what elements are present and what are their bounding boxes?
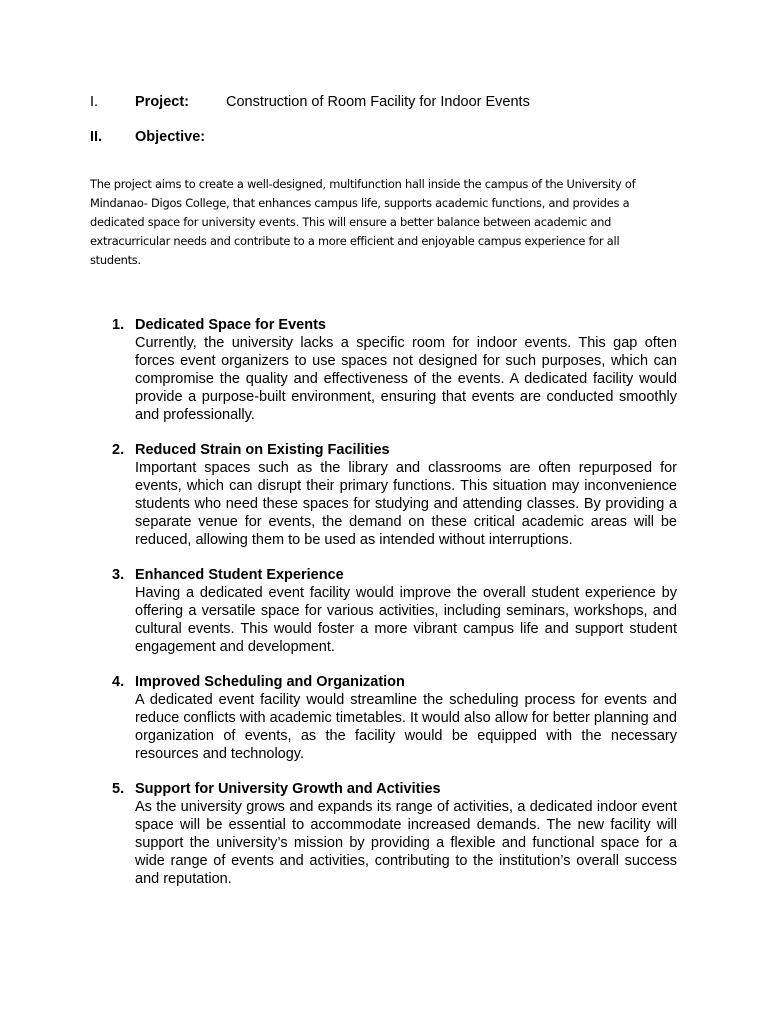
objective-body: As the university grows and expands its range of activities, a dedicated indoor event space will be essential to accommodate increased demands. The new facility will support the university’s mission by providing a flexible and functional space for a wide range of events and activities, contributing to the institution’s overall success and reputation. [135,799,677,887]
intro-paragraph: The project aims to create a well-designed, multifunction hall inside the campus of the University of Mindanao- Digos College, that enhances campus life, supports academic functions, and provides a dedicated space for university events. This will ensure a better balance between academic and extracurricular needs and contribute to a more efficient and enjoyable campus experience for all students. [90,177,636,267]
objective-title: Reduced Strain on Existing Facilities [135,442,390,458]
objective-item [0,316,768,424]
objective-item [0,441,768,549]
objective-body: Having a dedicated event facility would improve the overall student experience by offering a versatile space for various activities, including seminars, workshops, and cultural events. This would foster a more vibrant campus life and support student engagement and development. [135,585,677,655]
objective-number: 5. [112,781,125,797]
project-title: Construction of Room Facility for Indoor Events [226,94,530,110]
objective-item [0,673,768,763]
objective-title: Enhanced Student Experience [135,567,344,583]
objective-body: A dedicated event facility would streamline the scheduling process for events and reduce conflicts with academic timetables. It would also allow for better planning and organization of events, as the facility would be equipped with the necessary resources and technology. [135,692,677,762]
objective-label: Objective: [135,129,206,145]
objective-number: 2. [112,442,125,458]
objectives-list [0,316,768,905]
objective-title: Improved Scheduling and Organization [135,674,405,690]
objective-body: Currently, the university lacks a specific room for indoor events. This gap often forces event organizers to use spaces not designed for such purposes, which can compromise the quality and effectiveness of the events. A dedicated facility would provide a purpose-built environment, ensuring that events are conducted smoothly and professionally. [135,335,677,423]
objective-title: Dedicated Space for Events [135,317,326,333]
objective-item [0,780,768,888]
objective-title: Support for University Growth and Activities [135,781,441,797]
objective-body: Important spaces such as the library and classrooms are often repurposed for events, which can disrupt their primary functions. This situation may inconvenience students who need these spaces for studying and attending classes. By providing a separate venue for events, the demand on these critical academic areas will be reduced, allowing them to be used as intended without interruptions. [135,460,677,548]
objective-numeral: II. [90,129,103,145]
project-numeral: I. [90,94,99,110]
objective-number: 1. [112,317,125,333]
objective-number: 3. [112,567,125,583]
objective-number: 4. [112,674,125,690]
objective-item [0,566,768,656]
project-label: Project: [135,94,189,110]
